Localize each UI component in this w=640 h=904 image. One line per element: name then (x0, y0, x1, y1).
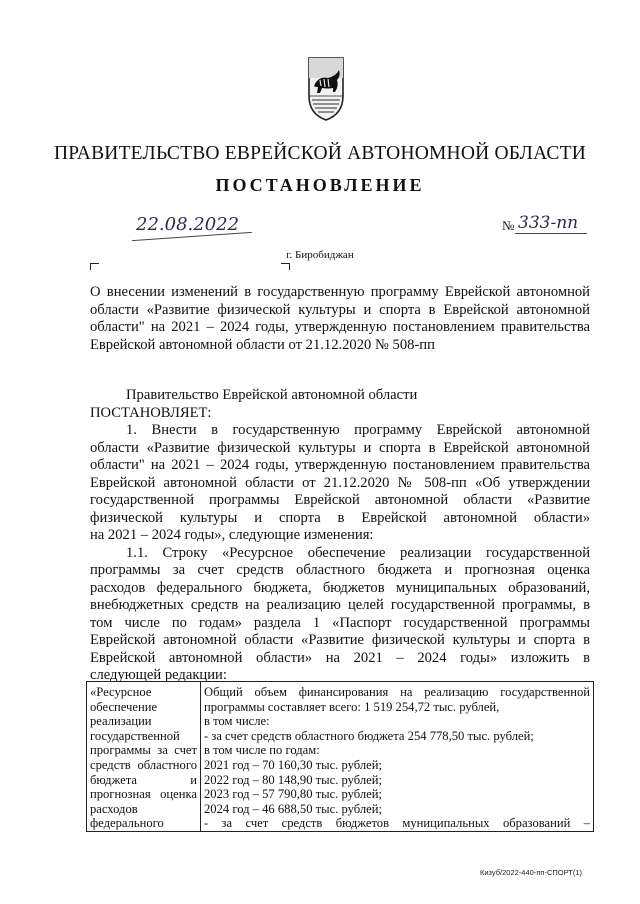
decree-subject (90, 284, 590, 354)
paragraph-2-line: 1.1. Строку «Ресурсное обеспечение реализации государственной (126, 544, 590, 561)
value-line: 2023 год – 57 790,80 тыс. рублей; (204, 787, 382, 802)
paragraph-1-line: области" на 2021 – 2024 годы, утвержденную постановлением правительства (90, 457, 590, 473)
value-line: - за счет средств областного бюджета 254 778,50 тыс. рублей; (204, 728, 534, 743)
subject-line: области «Развитие физической культуры и спорта в Еврейской автономной (90, 301, 590, 318)
subject-line: области" на 2021 – 2024 годы, утвержденную постановлением правительства (90, 319, 590, 335)
decree-date: 22.08.2022 (136, 214, 240, 235)
row-label-cell (87, 682, 201, 832)
label-line: средств областного (90, 757, 197, 772)
resources-table (86, 681, 594, 832)
label-line: программы за счет (90, 743, 197, 758)
government-line: Правительство Еврейской автономной области (126, 387, 418, 403)
label-line: бюджета и (90, 772, 197, 787)
label-line: государственной (90, 728, 180, 743)
paragraph-2-line: следующей редакции: (90, 667, 227, 683)
value-line: 2022 год – 80 148,90 тыс. рублей; (204, 772, 382, 787)
subject-bracket-right (281, 263, 290, 270)
subject-bracket-left (90, 263, 99, 270)
subject-line: Еврейской автономной области от 21.12.2020 № 508-пп (90, 336, 435, 353)
value-line: в том числе по годам: (204, 743, 320, 758)
paragraph-2-line: внебюджетных средств на реализацию целей государственной программы, в (90, 597, 590, 613)
paragraph-2-line: Еврейской автономной области» на 2021 – 2024 годы» изложить в (90, 649, 590, 666)
government-title: ПРАВИТЕЛЬСТВО ЕВРЕЙСКОЙ АВТОНОМНОЙ ОБЛАСТИ (53, 143, 587, 164)
value-line: Общий объем финансирования на реализацию государственной (204, 685, 590, 699)
table-row (87, 682, 594, 832)
value-line: - за счет средств бюджетов муниципальных образований – (204, 816, 590, 831)
paragraph-2-line: расходов федерального бюджета, бюджетов муниципальных образований, (90, 579, 590, 596)
paragraph-1-line: государственной программы Еврейской автономной области «Развитие (90, 492, 590, 508)
paragraph-1-line: Еврейской автономной области от 21.12.2020 № 508-пп «Об утверждении (90, 474, 590, 491)
paragraph-2-line: том числе по годам» раздела 1 «Паспорт государственной программы (90, 614, 590, 631)
paragraph-1-line: области «Развитие физической культуры и спорта в Еврейской автономной (90, 439, 590, 456)
paragraph-2-line: Еврейской автономной области «Развитие физической культуры и спорта в (90, 632, 590, 648)
paragraph-1-line: 1. Внести в государственную программу Еврейской автономной (126, 422, 590, 438)
document-code: Кизуб/2022-440-пп-СПОРТ(1) (480, 868, 582, 877)
row-value-cell (201, 682, 594, 832)
label-line: обеспечение (90, 699, 158, 714)
number-sign: № (502, 218, 515, 233)
number-underline (515, 233, 587, 234)
value-line: программы составляет всего: 1 519 254,72 тыс. рублей, (204, 699, 500, 714)
city-name: г. Биробиджан (286, 249, 354, 261)
value-line: 2024 год – 46 688,50 тыс. рублей; (204, 801, 382, 816)
label-line: прогнозная оценка (90, 787, 197, 802)
decree-number: 333-пп (518, 213, 579, 233)
paragraph-1-line: на 2021 – 2024 годы», следующие изменения: (90, 527, 374, 543)
paragraph-1-line: физической культуры и спорта в Еврейской автономной области» (90, 509, 590, 526)
label-line: федерального (90, 816, 164, 831)
decree-body (90, 387, 590, 685)
value-line: 2021 год – 70 160,30 тыс. рублей; (204, 757, 382, 772)
subject-line: О внесении изменений в государственную программу Еврейской автономной (90, 284, 590, 300)
value-line: в том числе: (204, 714, 270, 729)
paragraph-2-line: программы за счет средств областного бюджета и прогнозная оценка (90, 562, 590, 578)
label-line: «Ресурсное (90, 685, 152, 699)
label-line: расходов (90, 801, 138, 816)
decree-title: ПОСТАНОВЛЕНИЕ (215, 175, 425, 195)
resolves-line: ПОСТАНОВЛЯЕТ: (90, 404, 212, 421)
coat-of-arms-icon (306, 56, 346, 122)
label-line: реализации (90, 714, 152, 729)
